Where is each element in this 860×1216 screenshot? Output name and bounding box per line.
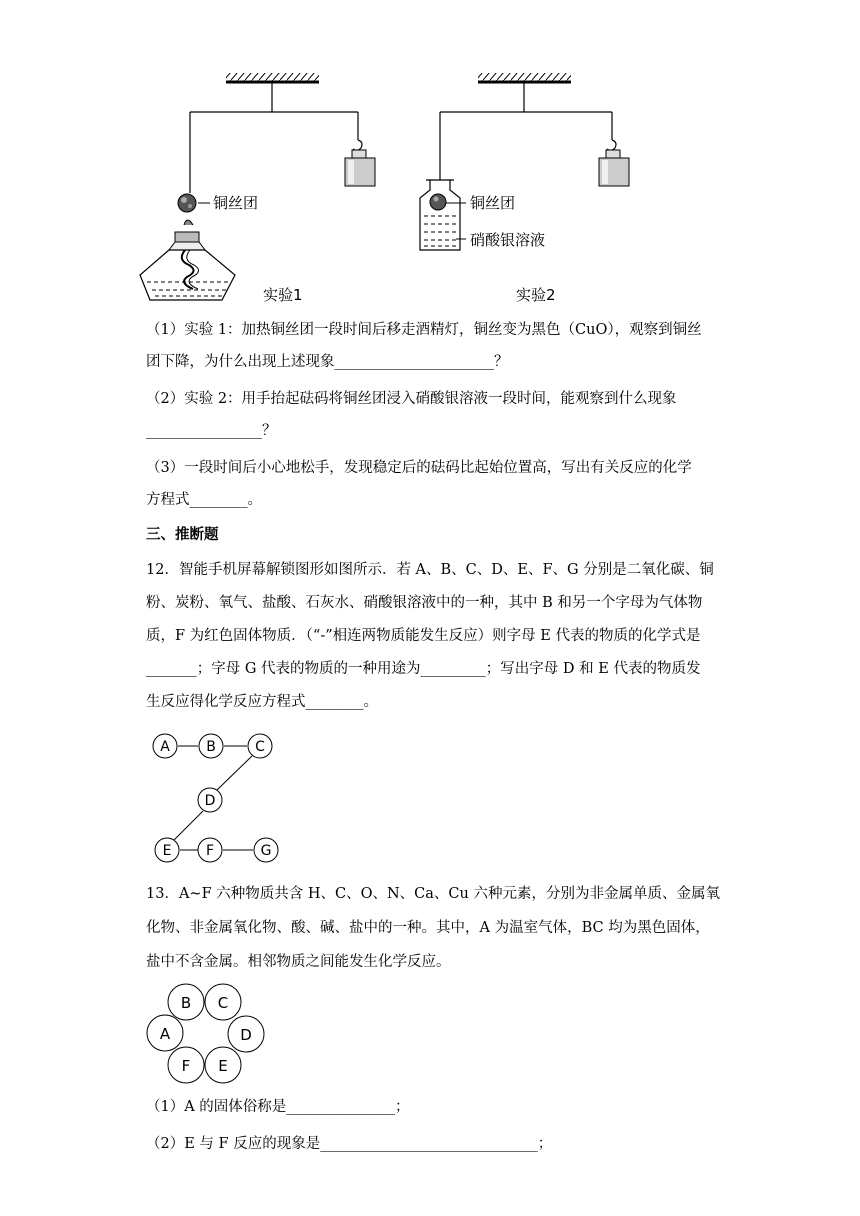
copper-label-1: 铜丝团 [213,194,259,212]
copper-ball-2 [430,194,446,210]
q13-line3: 盐中不含金属。相邻物质之间能发生化学反应。 [146,954,451,970]
q11-part2-line1: （2）实验 2：用手抬起砝码将铜丝团浸入硝酸银溶液一段时间，能观察到什么现象 [146,391,677,407]
q11-part3-line2: 方程式________。 [146,492,262,508]
q12-line2: 粉、炭粉、氧气、盐酸、石灰水、硝酸银溶液中的一种，其中 B 和另一个字母为气体物 [146,595,703,611]
q12-line4: _______；字母 G 代表的物质的一种用途为_________；写出字母 D 和 E 代表的物质发 [146,661,701,677]
ring-diagram [0,982,860,1092]
ring-node-A [147,1015,183,1051]
experiment-2-apparatus [420,73,629,304]
solution-label: 硝酸银溶液 [470,231,546,249]
q13-sub2: （2）E 与 F 反应的现象是______________________________； [146,1136,553,1152]
node-C [248,734,272,758]
unlock-pattern-diagram [0,728,860,868]
svg-text:F: F [205,843,215,859]
node-A [153,734,177,758]
ring-node-B [168,984,204,1020]
svg-text:E: E [162,843,172,859]
experiment-1-apparatus [140,73,375,304]
alcohol-lamp [140,220,235,300]
svg-text:D: D [240,1026,252,1044]
svg-text:E: E [218,1057,228,1075]
q11-part2-line2: ________________？ [146,423,277,439]
svg-text:A: A [160,739,170,755]
q13-sub1: （1）A 的固体俗称是_______________； [146,1099,410,1115]
node-D [198,788,222,812]
svg-text:C: C [217,994,229,1012]
svg-text:G: G [260,843,272,859]
svg-text:F: F [181,1057,191,1075]
node-F [198,838,222,862]
weight-2 [599,150,629,186]
weight-1 [345,150,375,186]
node-G [254,838,278,862]
q12-line5: 生反应得化学反应方程式________。 [146,694,378,710]
svg-text:D: D [204,793,216,809]
svg-text:B: B [180,994,192,1012]
node-E [155,838,179,862]
ring-node-F [168,1047,204,1083]
node-B [199,734,223,758]
experiment-figure [0,0,860,310]
section-title: 三、推断题 [146,526,219,543]
copper-ball-1 [178,194,196,212]
caption-2: 实验2 [516,286,556,304]
ring-node-C [205,984,241,1020]
q13-line1: 13．A~F 六种物质共含 H、C、O、N、Ca、Cu 六种元素，分别为非金属单质、金属氧 [146,886,720,902]
svg-text:B: B [206,739,216,755]
caption-1: 实验1 [263,286,303,304]
q11-part1-line2: 团下降，为什么出现上述现象______________________？ [146,354,509,370]
q11-part1-line1: （1）实验 1：加热铜丝团一段时间后移走酒精灯，铜丝变为黑色（CuO），观察到铜丝 [146,322,702,338]
svg-text:A: A [159,1025,171,1043]
beaker [420,180,460,250]
q13-line2: 化物、非金属氧化物、酸、碱、盐中的一种。其中，A 为温室气体，BC 均为黑色固体， [146,920,710,936]
ring-node-D [228,1016,264,1052]
q12-line1: 12．智能手机屏幕解锁图形如图所示．若 A、B、C、D、E、F、G 分别是二氧化碳、铜 [146,562,714,578]
svg-text:C: C [255,739,265,755]
copper-label-2: 铜丝团 [470,194,516,212]
ring-node-E [205,1047,241,1083]
q12-line3: 质，F 为红色固体物质．（“-”相连两物质能发生反应）则字母 E 代表的物质的化学式是 [146,628,701,644]
q11-part3-line1: （3）一段时间后小心地松手，发现稳定后的砝码比起始位置高，写出有关反应的化学 [146,460,692,476]
